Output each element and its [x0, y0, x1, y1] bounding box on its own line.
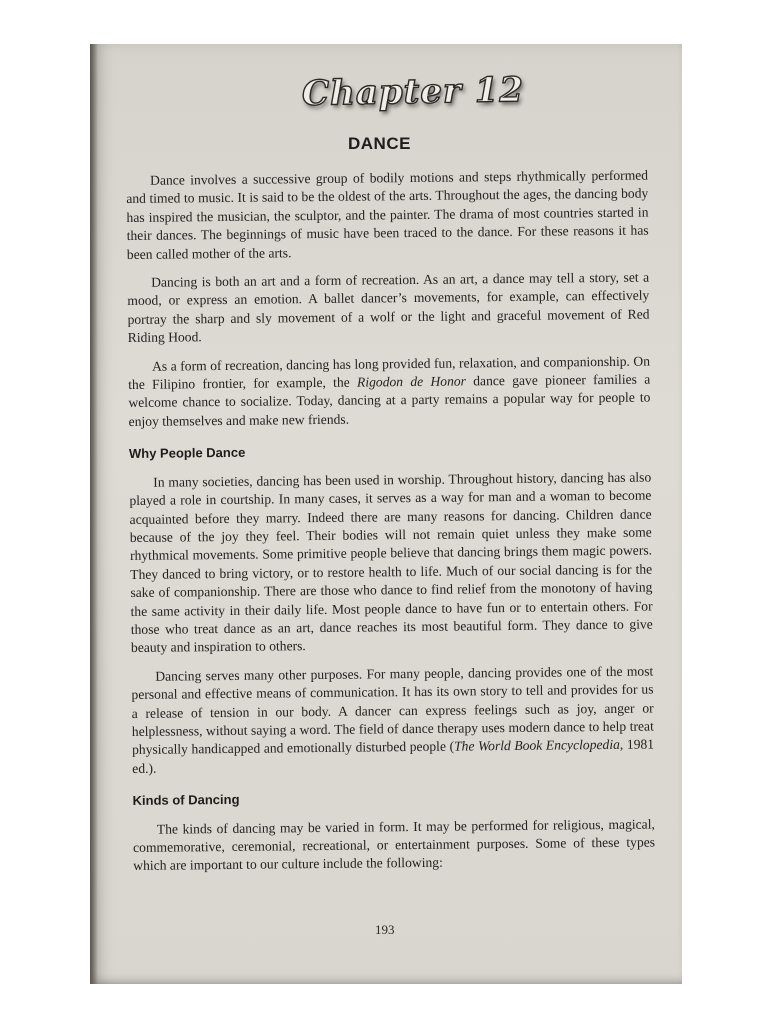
- text-span: , 1981 ed.).: [132, 736, 655, 776]
- paragraph-intro-1: Dance involves a successive group of bodily motions and steps rhythmically performed and timed to music. It is said to be the oldest of the arts. Throughout the ages, the dancing body has inspired the musician, the sculptor, and the painter. The drama of most countries started in their dances. The beginnings of music have been traced to the dance. For these reasons it has been called mother of the arts.: [126, 167, 649, 262]
- section-heading-why: Why People Dance: [128, 445, 246, 462]
- citation-title: The World Book Encyclopedia: [453, 737, 620, 754]
- text-span: dance gave pioneer families a welcome chance to socialize. Today, dancing at a party remains a popular way for people to enjoy themselves and make new friends.: [128, 371, 651, 429]
- paragraph-kinds-1: The kinds of dancing may be varied in form. It may be performed for religious, magical, commemorative, ceremonial, recreational, or entertainment purposes. Some of these types which are important to our culture include the following:: [132, 816, 656, 874]
- dance-name: Rigodon de Honor: [356, 373, 467, 390]
- text-span: Dancing serves many other purposes. For many people, dancing provides one of the most personal and effective means of communication. It has its own story to tell and provides for us a release of tension in our body. A dancer can express feelings such as joy, anger or helplessness, without saying a word. The field of dance therapy uses modern dance to help treat physically handicapped and emotionally disturbed people (: [131, 663, 654, 758]
- page-number: 193: [375, 922, 395, 937]
- page-title: DANCE: [348, 134, 411, 153]
- section-heading-kinds: Kinds of Dancing: [132, 792, 240, 809]
- body-text: [126, 167, 655, 886]
- paragraph-why-2: [131, 662, 654, 778]
- paragraph-why-1: In many societies, dancing has been used in worship. Throughout history, dancing has also played a role in courtship. In many cases, it serves as a way for man and a woman to become acquainted before they marry. Indeed there are many reasons for dancing. Children dance because of the joy they feel. Their bodies will not remain quiet unless they make some rhythmical movements. Some primitive people believe that dancing brings them magic powers. They danced to bring victory, or to restore health to life. Much of our social dancing is for the sake of companionship. There are those who dance to find relief from the monotony of having the same activity in their daily life. Most people dance to have fun or to entertain others. For those who treat dance as an art, dance reaches its most beautiful form. They dance to give beauty and inspiration to others.: [129, 469, 653, 656]
- chapter-heading: Chapter 12: [301, 70, 525, 114]
- book-page: [90, 44, 682, 984]
- paragraph-intro-2: Dancing is both an art and a form of recreation. As an art, a dance may tell a story, set a mood, or express an emotion. A ballet dancer’s movements, for example, can effectively portray the sharp and sly movement of a wolf or the light and graceful movement of Red Riding Hood.: [127, 269, 650, 346]
- text-span: As a form of recreation, dancing has long provided fun, relaxation, and companionship. On the Filipino frontier, for example, the: [128, 353, 651, 393]
- paragraph-intro-3: [128, 352, 651, 431]
